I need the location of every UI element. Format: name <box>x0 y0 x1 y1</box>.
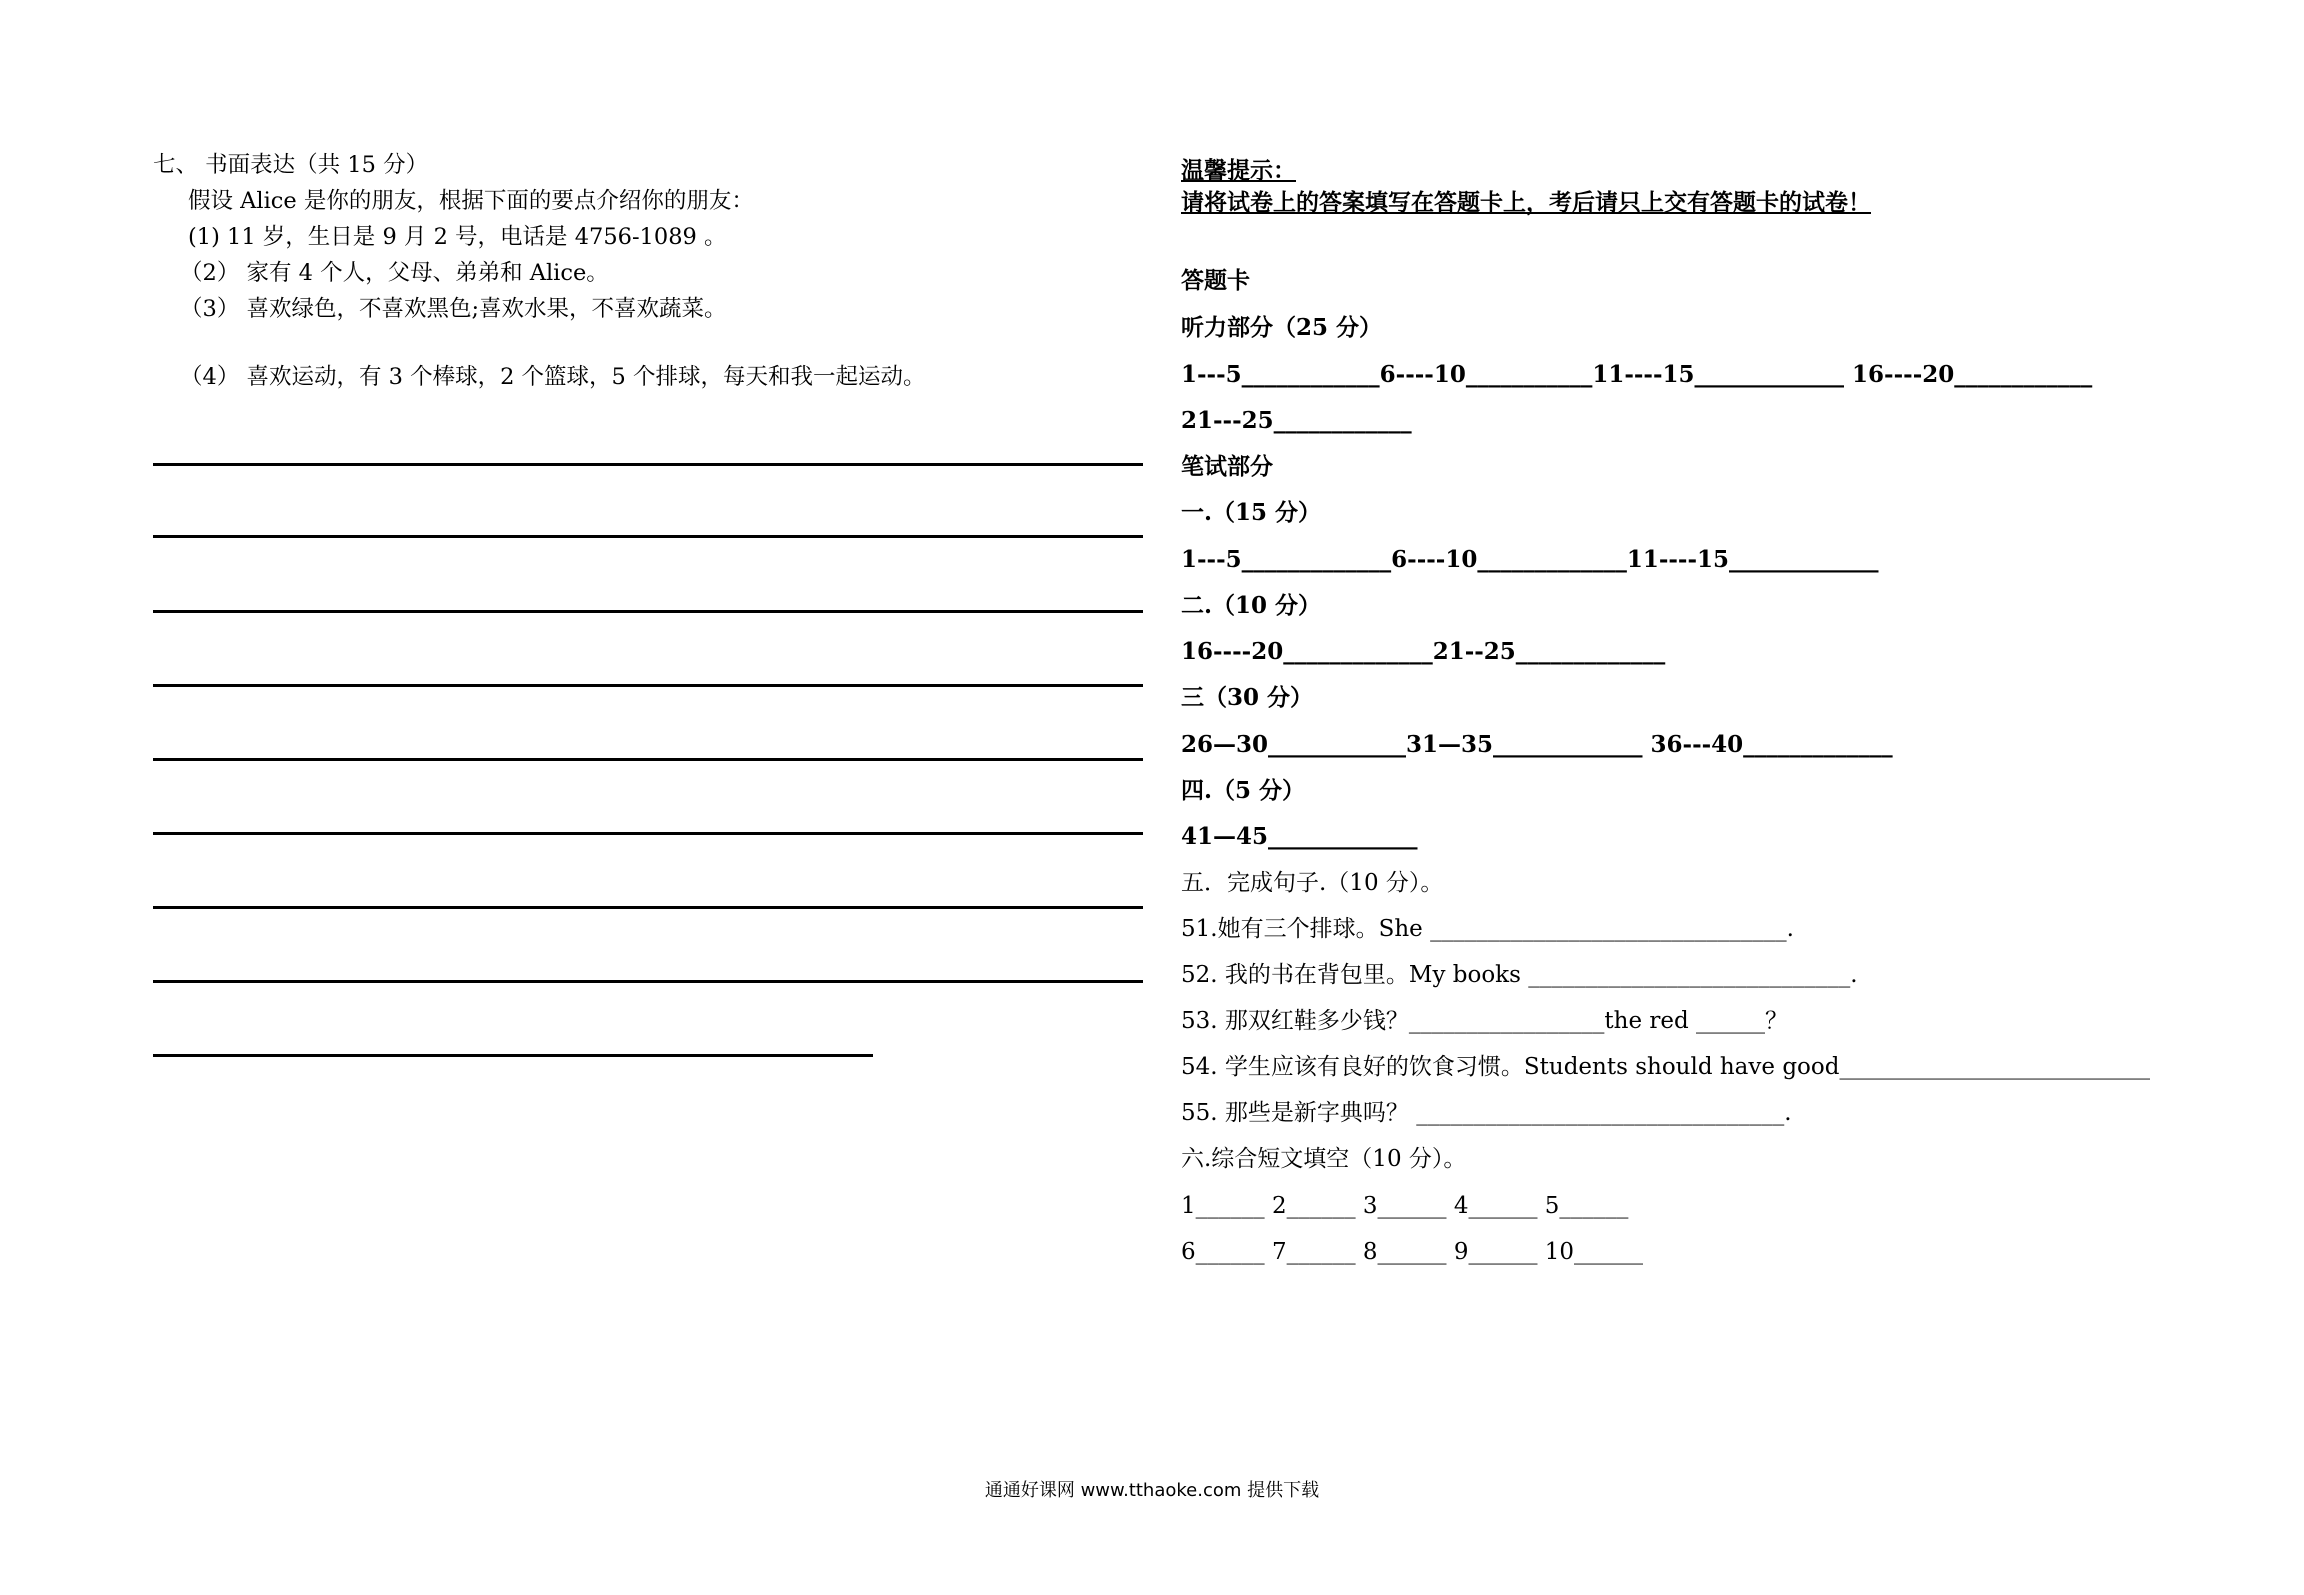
part6-heading: 六.综合短文填空（10 分）。 <box>1181 1146 1467 1172</box>
part6-row-1: 1______ 2______ 3______ 4______ 5______ <box>1181 1193 1629 1219</box>
listening-row-2: 21---25____________ <box>1181 407 1412 434</box>
part2-row: 16----20_____________21--25_____________ <box>1181 638 1666 665</box>
part1-heading: 一.（15 分） <box>1181 499 1322 526</box>
point-2: （2） 家有 4 个人，父母、弟弟和 Alice。 <box>180 260 609 286</box>
sentence-53: 53. 那双红鞋多少钱？_________________the red ______？ <box>1181 1008 1789 1034</box>
footer-credit: 通通好课网 www.tthaoke.com 提供下载 <box>984 1480 1320 1501</box>
listening-heading: 听力部分（25 分） <box>1181 314 1383 341</box>
writing-line-8 <box>153 980 1143 983</box>
writing-line-3 <box>153 610 1143 613</box>
sentence-52: 52. 我的书在背包里。My books ____________________________. <box>1181 962 1858 988</box>
point-1: (1) 11 岁，生日是 9 月 2 号，电话是 4756-1089 。 <box>188 224 727 250</box>
part2-heading: 二.（10 分） <box>1181 592 1322 619</box>
part5-heading: 五．完成句子.（10 分）。 <box>1181 870 1444 896</box>
writing-line-5 <box>153 758 1143 761</box>
writing-line-4 <box>153 684 1143 687</box>
notice-heading: 温馨提示： <box>1181 157 1296 184</box>
part3-heading: 三（30 分） <box>1181 684 1314 711</box>
sentence-54: 54. 学生应该有良好的饮食习惯。Students should have good___________________________ <box>1181 1054 2150 1080</box>
notice-text: 请将试卷上的答案填写在答题卡上，考后请只上交有答题卡的试卷！ <box>1181 189 1871 216</box>
sentence-51: 51.她有三个排球。She _______________________________. <box>1181 916 1794 942</box>
writing-line-7 <box>153 906 1143 909</box>
section7-intro: 假设 Alice 是你的朋友，根据下面的要点介绍你的朋友： <box>188 188 754 214</box>
part1-row: 1---5_____________6----10_____________11----15_____________ <box>1181 546 1879 573</box>
answer-card-title: 答题卡 <box>1181 267 1250 294</box>
part3-row: 26—30____________31—35_____________ 36---40_____________ <box>1181 731 1893 758</box>
part4-heading: 四.（5 分） <box>1181 777 1306 804</box>
point-4: （4） 喜欢运动，有 3 个棒球，2 个篮球，5 个排球，每天和我一起运动。 <box>180 364 926 390</box>
sentence-55: 55. 那些是新字典吗？ ________________________________. <box>1181 1100 1792 1126</box>
writing-line-9 <box>153 1054 873 1057</box>
section7-title: 七、 书面表达（共 15 分） <box>153 152 429 178</box>
part6-row-2: 6______ 7______ 8______ 9______ 10______ <box>1181 1239 1644 1265</box>
writing-line-1 <box>153 463 1143 466</box>
writing-line-6 <box>153 832 1143 835</box>
point-3: （3） 喜欢绿色，不喜欢黑色;喜欢水果，不喜欢蔬菜。 <box>180 296 727 322</box>
writing-heading: 笔试部分 <box>1181 453 1273 480</box>
writing-line-2 <box>153 535 1143 538</box>
listening-row-1: 1---5____________6----10___________11----15_____________ 16----20____________ <box>1181 361 2093 388</box>
part4-row: 41—45_____________ <box>1181 823 1418 850</box>
